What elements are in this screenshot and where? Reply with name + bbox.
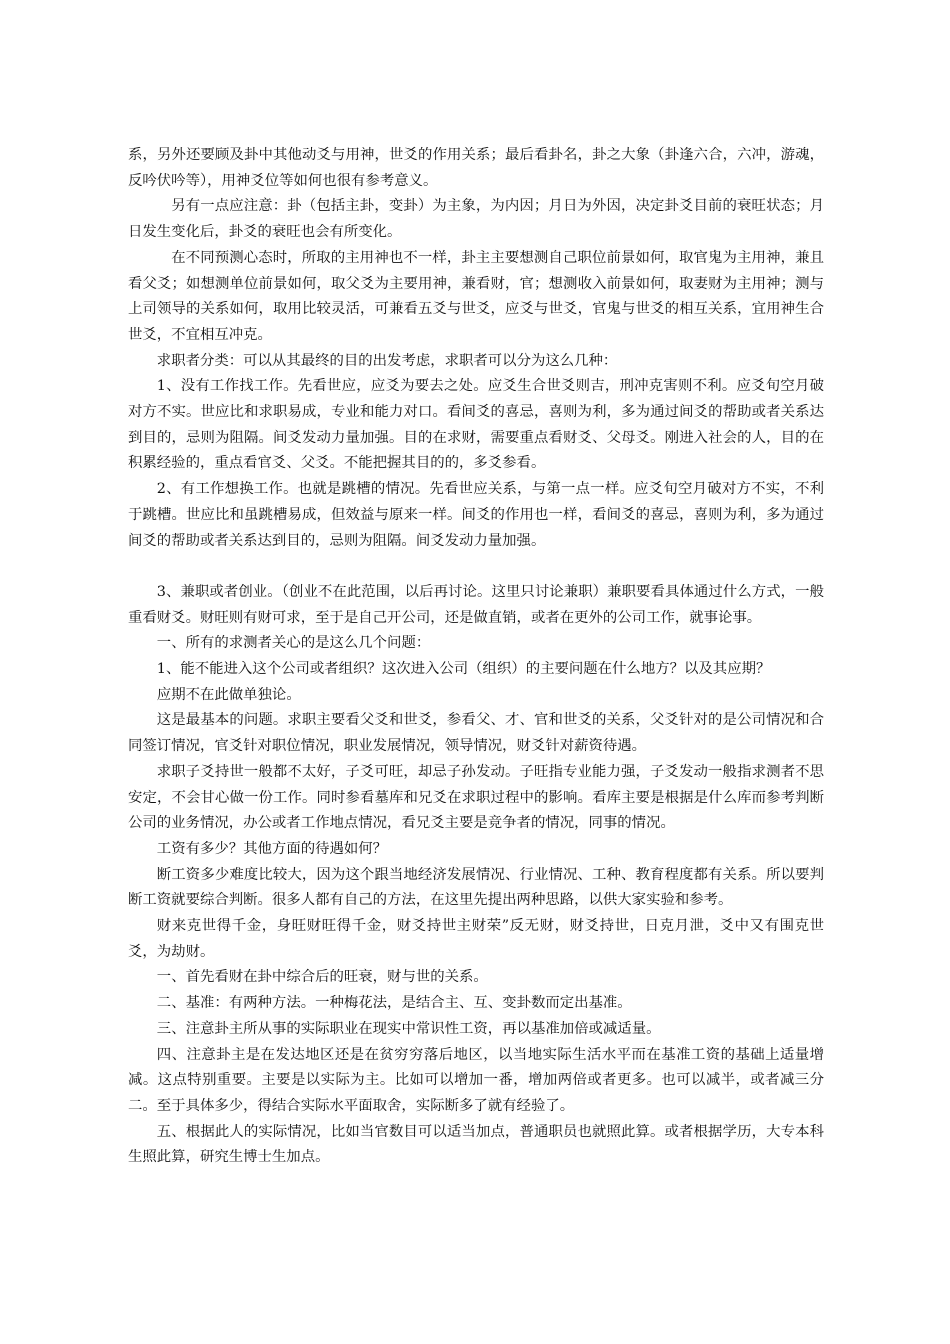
question-1: 1、能不能进入这个公司或者组织？这次进入公司（组织）的主要问题在什么地方？以及其应期？ <box>156 661 771 678</box>
list-item-2: 二、基准：有两种方法。一种梅花法，是结合主、互、变卦数而定出基准。 <box>156 995 632 1012</box>
paragraph-basic-question: 这是最基本的问题。求职主要看父爻和世爻，参看父、才、官和世爻的关系，父爻针对的是公司情况和合同签订情况，官爻针对职位情况，职业发展情况，领导情况，财爻针对薪资待遇。 <box>128 712 824 755</box>
list-item-5: 五、根据此人的实际情况，比如当官数目可以适当加点，普通职员也就照此算。或者根据学历，大专本科生照此算，研究生博士生加点。 <box>128 1123 824 1166</box>
paragraph-classification-intro: 求职者分类：可以从其最终的目的出发考虑，求职者可以分为这么几种： <box>156 352 618 369</box>
paragraph-continuation: 系，另外还要顾及卦中其他动爻与用神，世爻的作用关系；最后看卦名，卦之大象（卦逢六合，六冲，游魂，反吟伏吟等），用神爻位等如何也很有参考意义。 <box>128 147 824 189</box>
paragraph-salary-difficulty: 断工资多少难度比较大，因为这个跟当地经济发展情况、行业情况、工种、教育程度都有关系。所以要判断工资就要综合判断。很多人都有自己的方法，在这里先提出两种思路，以供大家实验和参考。 <box>128 866 824 909</box>
paragraph-wealth-rules: 财来克世得千金，身旺财旺得千金，财爻持世主财荣”反无财，财爻持世，日克月泄，爻中又有围克世爻，为劫财。 <box>128 918 824 960</box>
list-item-4: 四、注意卦主是在发达地区还是在贫穷穷落后地区，以当地实际生活水平而在基准工资的基础上适量增减。这点特别重要。主要是以实际为主。比如可以增加一番，增加两倍或者更多。也可以减半，或者减三分二。至于具体多少，得结合实际水平面取舍，实际断多了就有经验了。 <box>128 1046 824 1114</box>
paragraph-main-yongshen: 在不同预测心态时，所取的主用神也不一样，卦主主要想测自己职位前景如何，取官鬼为主用神，兼且看父爻；如想测单位前景如何，取父爻为主要用神，兼看财，官；想测收入前景如何，取妻财为主用神；测与上司领导的关系如何，取用比较灵活，可兼看五爻与世爻，应爻与世爻，官鬼与世爻的相互关系，宜用神生合世爻，不宜相互冲克。 <box>128 249 824 343</box>
paragraph-note-gua-main-image: 另有一点应注意：卦（包括主卦，变卦）为主象，为内因；月日为外因，决定卦爻目前的衰旺状态；月日发生变化后，卦爻的衰旺也会有所变化。 <box>128 198 824 241</box>
document-page <box>128 143 824 1171</box>
list-item-3: 三、注意卦主所从事的实际职业在现实中常识性工资，再以基准加倍或减适量。 <box>156 1020 661 1037</box>
section-heading-questions: 一、所有的求测者关心的是这么几个问题： <box>156 635 431 652</box>
list-item-1: 一、首先看财在卦中综合后的旺衰，财与世的关系。 <box>156 969 488 986</box>
question-salary: 工资有多少？其他方面的待遇如何？ <box>156 840 388 857</box>
paragraph-case-2: 2、有工作想换工作。也就是跳槽的情况。先看世应关系，与第一点一样。应爻旬空月破对方不实，不利于跳槽。世应比和虽跳槽易成，但效益与原来一样。间爻的作用也一样，看间爻的喜忌，喜则为利，多为通过间爻的帮助或者关系达到目的，忌则为阻隔。间爻发动力量加强。 <box>128 481 824 549</box>
paragraph-case-3: 3、兼职或者创业。（创业不在此范围，以后再讨论。这里只讨论兼职）兼职要看具体通过什么方式，一般重看财爻。财旺则有财可求，至于是自己开公司，还是做直销，或者在更外的公司工作，就事论事。 <box>128 583 824 626</box>
blank-line <box>128 554 824 580</box>
paragraph-zi-yao: 求职子爻持世一般都不太好，子爻可旺，却忌子孙发动。子旺指专业能力强，子爻发动一般指求测者不思安定，不会甘心做一份工作。同时参看墓库和兄爻在求职过程中的影响。看库主要是根据是什么库而参考判断公司的业务情况，办公或者工作地点情况，看兄爻主要是竞争者的情况，同事的情况。 <box>128 763 824 832</box>
paragraph-timing-note: 应期不在此做单独论。 <box>156 686 301 703</box>
paragraph-case-1: 1、没有工作找工作。先看世应，应爻为要去之处。应爻生合世爻则吉，刑冲克害则不利。应爻旬空月破对方不实。世应比和求职易成，专业和能力对口。看间爻的喜忌，喜则为利，多为通过间爻的帮助或者关系达到目的，忌则为阻隔。间爻发动力量加强。目的在求财，需要重点看财爻、父母爻。刚进入社会的人，目的在积累经验的，重点看官爻、父爻。不能把握其目的的，多爻参看。 <box>128 378 824 472</box>
